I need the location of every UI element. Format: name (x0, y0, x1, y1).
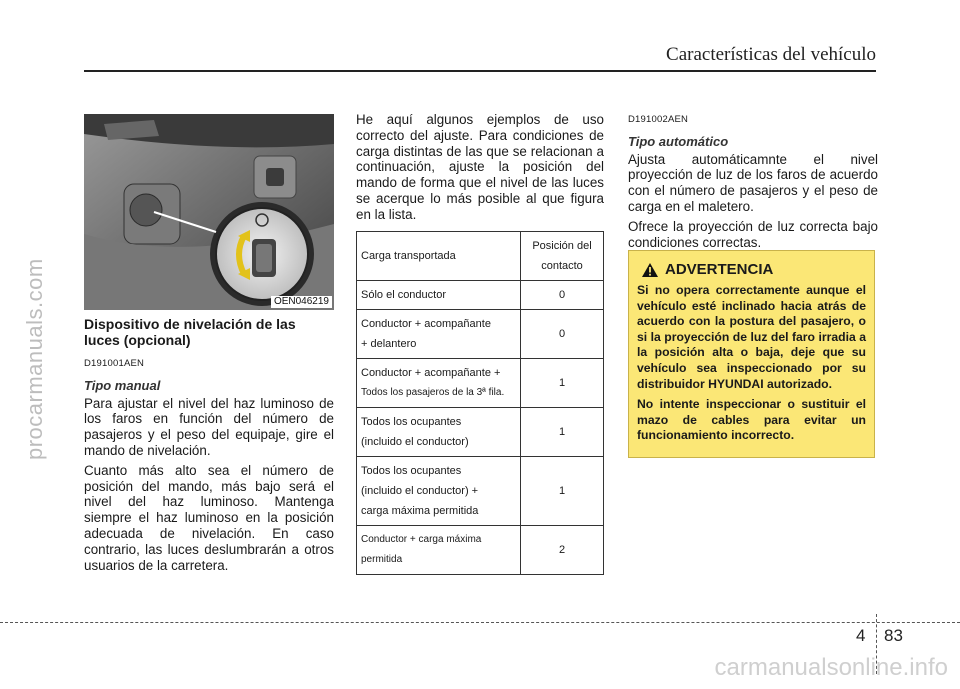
auto-paragraph: Ajusta automáticamnte el nivel proyección de luz de los faros de acuerdo con el número de pasajeros y el peso de carga en el maletero. (628, 151, 878, 214)
load-line: Conductor + carga máxima (361, 533, 482, 545)
section-code: D191001AEN (84, 358, 145, 369)
load-line: Conductor + acompañante + (361, 366, 501, 379)
auto-type-heading: Tipo automático (628, 133, 729, 149)
table-header-load: Carga transportada (357, 231, 521, 280)
auto-paragraph: Ofrece la proyección de luz correcta bajo condiciones correctas. (628, 218, 878, 250)
table-row (357, 358, 604, 407)
manual-type-heading: Tipo manual (84, 377, 161, 393)
section-heading: Dispositivo de nivelación de las luces (opcional) (84, 316, 296, 348)
load-line: (incluido el conductor) + (361, 484, 479, 497)
examples-paragraph: He aquí algunos ejemplos de uso correcto del ajuste. Para condiciones de carga distintas de las que se relacionan a continuación, ajuste la posición del mando de forma que el nivel de las luces se acerque lo más posible al que figura en la lista. (356, 112, 604, 222)
table-row (357, 525, 604, 574)
table-row (357, 309, 604, 358)
chapter-number: 4 (856, 626, 866, 645)
position-value: 1 (521, 407, 604, 456)
warning-triangle-icon (641, 262, 659, 278)
warning-title: ADVERTENCIA (665, 261, 774, 278)
warning-paragraph: No intente inspeccionar o sustituir el mazo de cables para evitar un funcionamiento incorrecto. (637, 397, 866, 443)
section-code: D191002AEN (628, 114, 689, 125)
figure-caption: OEN046219 (271, 296, 332, 308)
headlamp-leveling-photo (84, 114, 334, 310)
load-line: Todos los pasajeros de la 3ª fila. (361, 386, 505, 398)
load-position-table (356, 231, 604, 575)
table-row (357, 456, 604, 525)
chapter-header-title: Características del vehículo (666, 44, 876, 65)
manual-paragraph: Cuanto más alto sea el número de posición del mando, más bajo será el nivel del haz luminoso. Mantenga siempre el haz luminoso en la posición adecuada de nivelación. En caso contrario, las luces deslumbrarán a otros usuarios de la carretera. (84, 462, 334, 573)
warning-paragraph: Si no opera correctamente aunque el vehículo esté inclinado hacia atrás de acuerdo con la postura del pasajero, o si la proyección de luz del faro irradia a la posición alta o baja, deje que su vehículo sea inspeccionado por su distribuidor HYUNDAI autorizado. (637, 283, 866, 391)
position-value: 2 (521, 525, 604, 574)
table-row (357, 407, 604, 456)
load-line: Todos los ocupantes (361, 415, 462, 428)
load-line: permitida (361, 553, 403, 565)
column-left (84, 114, 334, 577)
load-line: (incluido el conductor) (361, 435, 469, 448)
position-value: 0 (521, 280, 604, 309)
position-value: 1 (521, 358, 604, 407)
page-number: 83 (884, 626, 903, 645)
footer-rule (0, 622, 960, 623)
dashboard-illustration (84, 114, 334, 310)
position-value: 1 (521, 456, 604, 525)
warning-box (628, 250, 875, 458)
load-line: Conductor + acompañante (361, 317, 491, 330)
load-line: Sólo el conductor (361, 288, 446, 301)
table-row (357, 280, 604, 309)
manual-paragraph: Para ajustar el nivel del haz luminoso de los faros en función del número de pasajeros y el peso del equipaje, gire el mando de nivelación. (84, 395, 334, 458)
load-line: + delantero (361, 337, 417, 350)
load-line: carga máxima permitida (361, 504, 479, 517)
table-header-position: Posición del contacto (521, 231, 604, 280)
table-header-row (357, 231, 604, 280)
header-rule (84, 70, 876, 72)
position-value: 0 (521, 309, 604, 358)
load-line: Todos los ocupantes (361, 464, 462, 477)
column-middle (356, 112, 604, 575)
column-right (628, 112, 878, 254)
bottom-watermark: carmanualsonline.info (714, 654, 948, 681)
side-watermark: procarmanuals.com (22, 258, 47, 460)
